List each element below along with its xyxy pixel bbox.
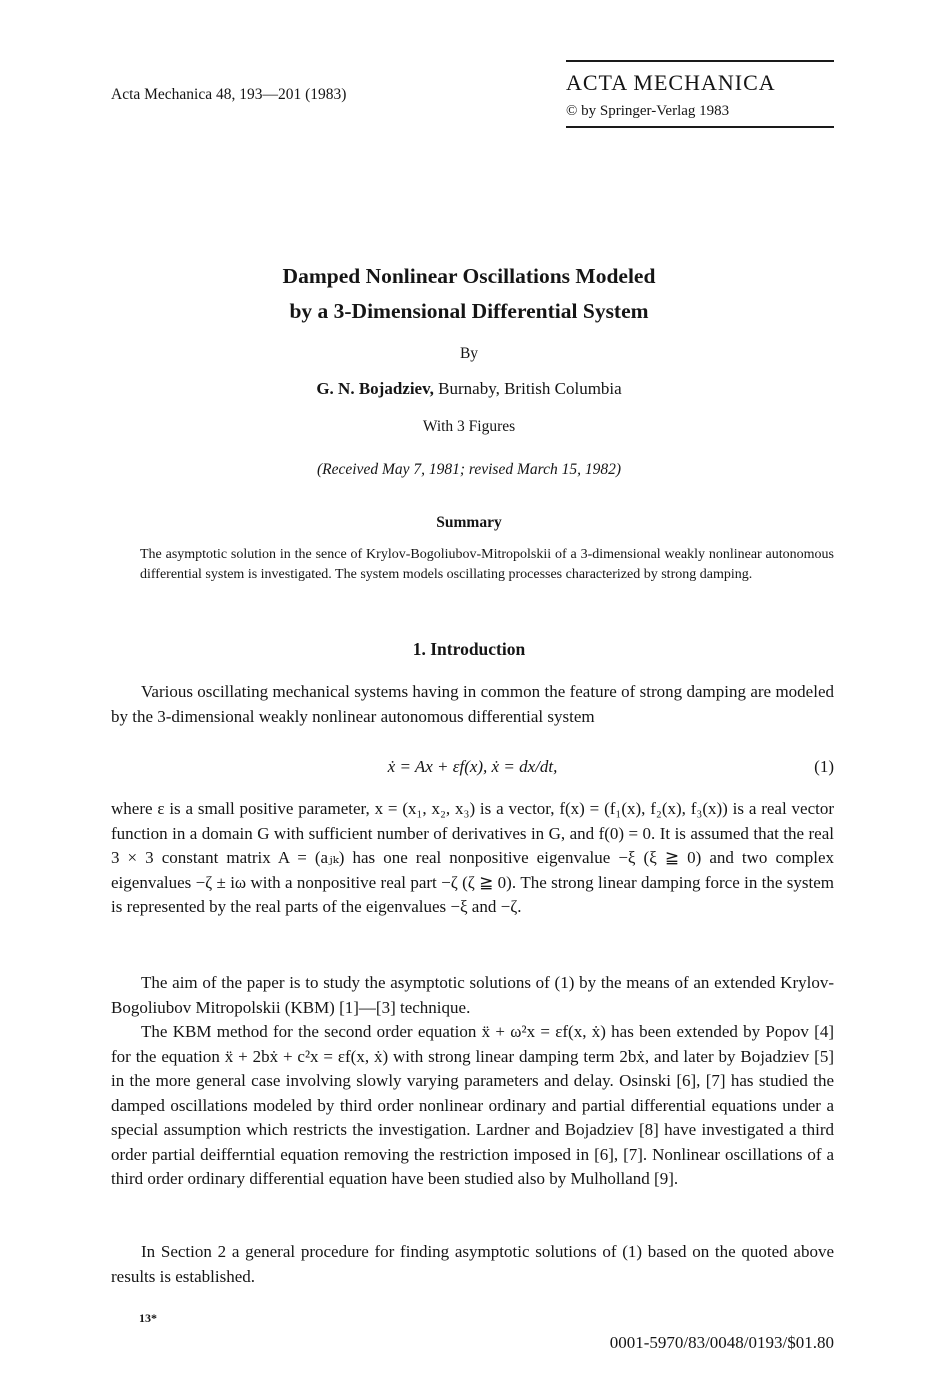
header-rule-bottom: [566, 126, 834, 128]
article-title-line-2: by a 3-Dimensional Differential System: [289, 299, 649, 323]
article-code: 0001-5970/83/0048/0193/$01.80: [609, 1333, 834, 1352]
article-title-line-1: Damped Nonlinear Oscillations Modeled: [282, 264, 656, 288]
author-name: G. N. Bojadziev,: [316, 379, 434, 398]
paragraph-5: In Section 2 a general procedure for finding asymptotic solutions of (1) based on the quoted above results is established.: [111, 1242, 834, 1286]
received-dates: (Received May 7, 1981; revised March 15, 1982): [316, 461, 621, 478]
paragraph-1: Various oscillating mechanical systems having in common the feature of strong damping are modeled by the 3-dimensional weakly nonlinear autonomous differential system: [111, 682, 834, 726]
section-heading: 1. Introduction: [412, 639, 526, 659]
journal-name: ACTA MECHANICA: [566, 70, 776, 95]
paragraph-4: The KBM method for the second order equation ẍ + ω²x = εf(x, ẋ) has been extended by Popov [4] for the equation ẍ + 2bẋ + c²x = εf(x, ẋ) with strong linear damping term 2bẋ, and later by Bojadziev [5] in the more general case involving slowly varying parameters and delay. Osinski [6], [7] has studied the damped oscillations modeled by third order nonlinear ordinary and partial differential equations under a special assumption which restricts the investigation. Lardner and Bojadziev [8] have investigated a third order partial deifferntial equation removing the restriction imposed in [6], [7]. Nonlinear oscillations of a third order ordinary differential equation have been studied also by Mulholland [9].: [111, 1022, 834, 1188]
journal-citation: Acta Mechanica 48, 193—201 (1983): [111, 86, 347, 103]
figure-count: With 3 Figures: [422, 418, 516, 435]
equation-1: [111, 757, 834, 781]
equation-number: (1): [814, 757, 834, 776]
paragraph-3: The aim of the paper is to study the asymptotic solutions of (1) by the means of an extended Krylov-Bogoliubov Mitropolskii (KBM) [1]—[3] technique.: [111, 973, 834, 1017]
by-line: By: [459, 345, 479, 362]
equation-body: ẋ = Ax + εf(x), ẋ = dx/dt,: [387, 757, 558, 776]
page-signature-mark: 13*: [139, 1311, 157, 1325]
summary-text: The asymptotic solution in the sence of Krylov-Bogoliubov-Mitropolskii of a 3-dimensional weakly nonlinear autonomous differential system is investigated. The system models oscillating processes characterized by strong damping.: [140, 547, 834, 582]
header-rule-top: [566, 60, 834, 62]
summary-heading: Summary: [436, 514, 502, 531]
author-line: [0, 379, 938, 399]
copyright-line: © by Springer-Verlag 1983: [566, 103, 730, 119]
author-affiliation: Burnaby, British Columbia: [433, 379, 622, 398]
paragraph-2: where ε is a small positive parameter, x = (x₁, x₂, x₃) is a vector, f(x) = (f₁(x), f₂(x), f₃(x)) is a real vector function in a domain G with sufficient number of derivatives in G, and f(0) = 0. It is assumed that the real 3 × 3 constant matrix A = (aⱼₖ) has one real nonpositive eigenvalue −ξ (ξ ≧ 0) and two complex eigenvalues −ζ ± iω with a nonpositive real part −ζ (ζ ≧ 0). The strong linear damping force in the system is represented by the real parts of the eigenvalues −ξ and −ζ.: [111, 799, 834, 916]
